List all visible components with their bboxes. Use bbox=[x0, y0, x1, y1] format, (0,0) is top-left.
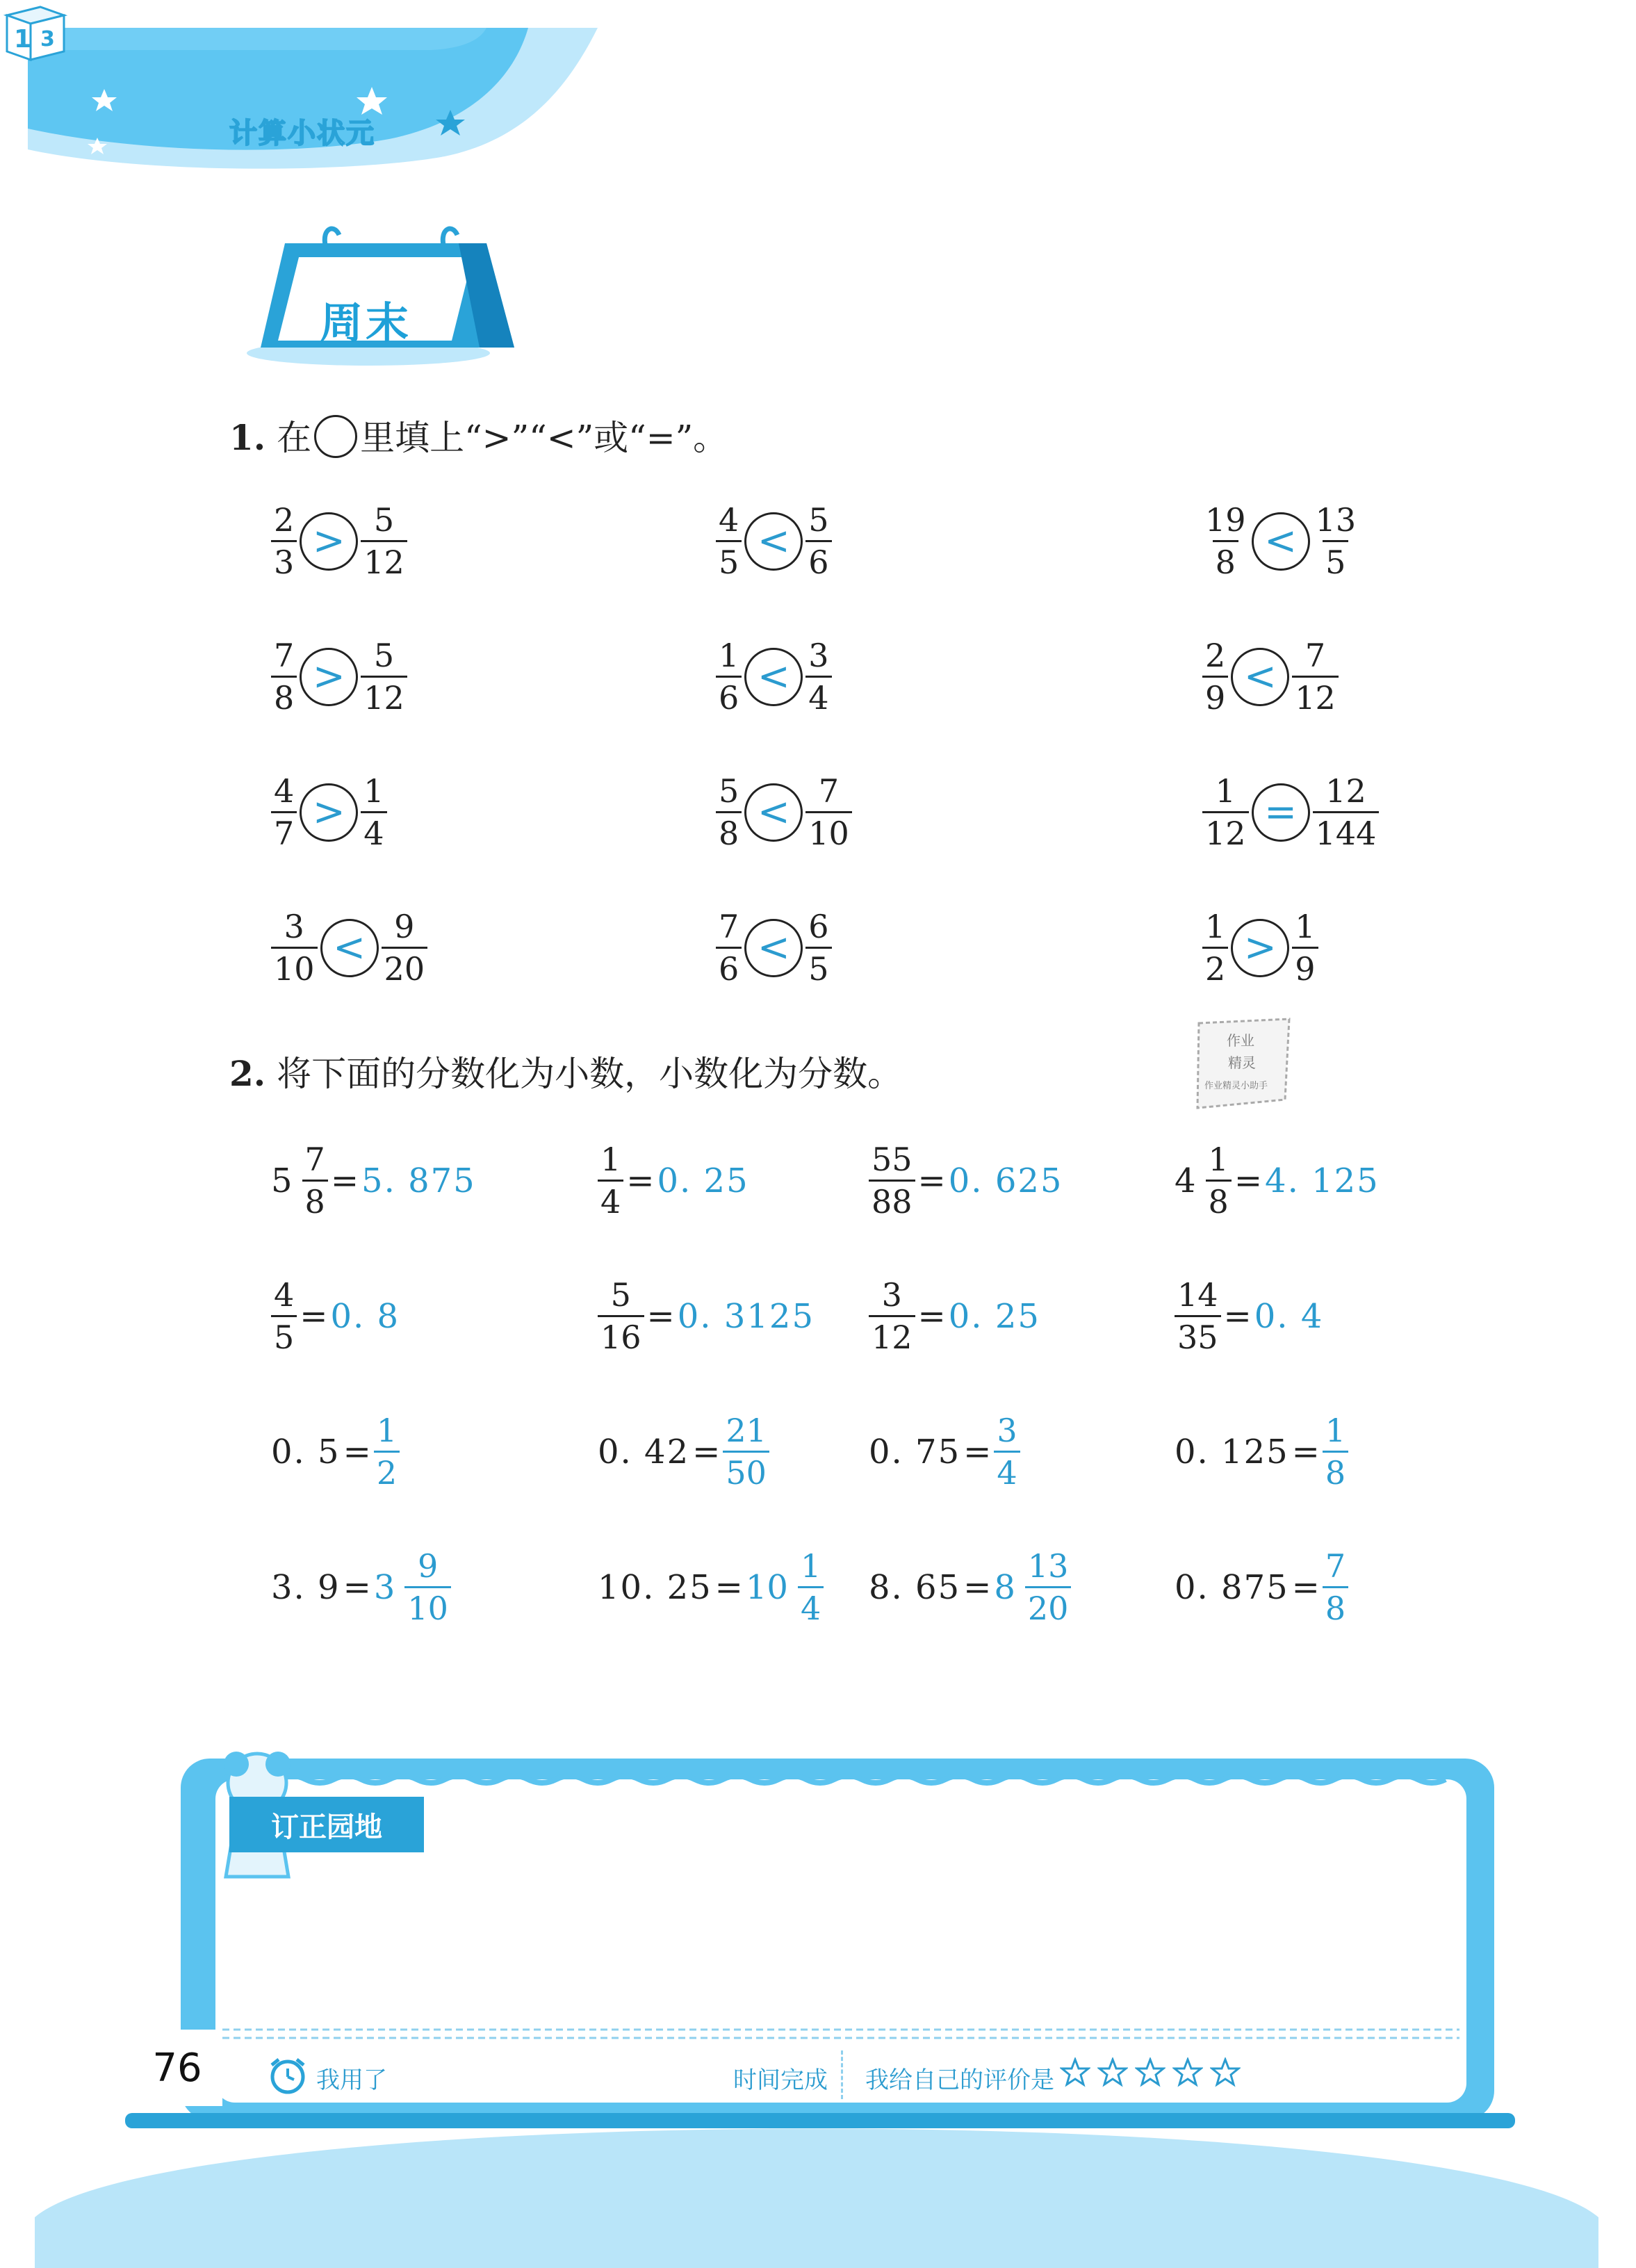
left-fraction bbox=[271, 637, 297, 717]
left-fraction bbox=[271, 772, 297, 852]
answer-decimal: 0. 3125 bbox=[677, 1296, 815, 1336]
denominator: 8 bbox=[716, 811, 742, 849]
denominator: 12 bbox=[361, 540, 407, 578]
numerator: 5 bbox=[610, 1276, 631, 1314]
fraction-to-decimal-item bbox=[271, 1141, 476, 1221]
numerator: 2 bbox=[1205, 637, 1226, 674]
equals-sign: = bbox=[917, 1161, 946, 1200]
right-fraction bbox=[361, 501, 407, 581]
answer-fraction bbox=[994, 1412, 1020, 1492]
brand-title: 计算小状元 bbox=[229, 117, 375, 149]
answer-circle[interactable]: > bbox=[1231, 919, 1289, 977]
equals-sign: = bbox=[626, 1161, 655, 1200]
denominator: 4 bbox=[361, 811, 386, 849]
whole-number: 4 bbox=[1175, 1161, 1196, 1200]
numerator: 7 bbox=[304, 1141, 325, 1178]
answer-circle[interactable]: < bbox=[744, 512, 803, 571]
denominator: 6 bbox=[716, 947, 742, 985]
comparison-item bbox=[1202, 908, 1318, 988]
denominator: 8 bbox=[302, 1180, 328, 1218]
numerator: 7 bbox=[719, 908, 739, 945]
question-1-text-after: 里填上“>”“<”或“=”。 bbox=[360, 418, 728, 458]
rating-stars bbox=[1060, 2057, 1241, 2088]
numerator: 1 bbox=[1208, 1141, 1229, 1178]
answer-circle[interactable]: > bbox=[300, 512, 358, 571]
numerator: 7 bbox=[1325, 1547, 1346, 1585]
comparison-item bbox=[271, 637, 407, 717]
numerator: 7 bbox=[818, 772, 840, 810]
answer-whole: 3 bbox=[373, 1567, 395, 1607]
answer-decimal: 0. 25 bbox=[948, 1296, 1040, 1336]
numerator: 21 bbox=[726, 1412, 767, 1449]
comparison-item bbox=[1202, 772, 1379, 852]
decimal-value: 3. 9 bbox=[271, 1567, 341, 1607]
left-fraction bbox=[1202, 772, 1249, 852]
denominator: 10 bbox=[805, 811, 852, 849]
comparison-item bbox=[271, 772, 387, 852]
question-2-text: 将下面的分数化为小数，小数化为分数。 bbox=[277, 1054, 903, 1094]
denominator: 8 bbox=[271, 676, 297, 714]
denominator: 10 bbox=[404, 1586, 451, 1624]
answer-decimal: 0. 25 bbox=[657, 1161, 749, 1200]
right-fraction bbox=[805, 501, 831, 581]
equals-sign: = bbox=[300, 1296, 328, 1336]
answer-fraction bbox=[723, 1412, 769, 1492]
star-icon[interactable] bbox=[1135, 2057, 1165, 2088]
equals-sign: = bbox=[343, 1432, 371, 1471]
fraction bbox=[1206, 1141, 1232, 1221]
correction-label: 订正园地 bbox=[229, 1797, 424, 1852]
alarm-clock-icon bbox=[268, 2055, 308, 2096]
numerator: 13 bbox=[1315, 501, 1357, 539]
fraction-to-decimal-item bbox=[271, 1276, 400, 1356]
answer-decimal: 0. 625 bbox=[948, 1161, 1063, 1200]
numerator: 1 bbox=[800, 1547, 821, 1585]
decimal-to-fraction-item bbox=[598, 1412, 769, 1492]
numerator: 5 bbox=[719, 772, 739, 810]
decimal-to-fraction-item bbox=[869, 1412, 1020, 1492]
banner-shape bbox=[0, 0, 1636, 181]
fraction bbox=[302, 1141, 328, 1221]
numerator: 4 bbox=[719, 501, 739, 539]
numerator: 1 bbox=[719, 637, 739, 674]
denominator: 6 bbox=[716, 676, 742, 714]
number-cube-icon bbox=[0, 0, 69, 63]
comparison-item bbox=[1202, 501, 1359, 581]
numerator: 2 bbox=[274, 501, 295, 539]
denominator: 3 bbox=[271, 540, 297, 578]
fraction bbox=[598, 1141, 623, 1221]
equals-sign: = bbox=[646, 1296, 675, 1336]
numerator: 3 bbox=[997, 1412, 1017, 1449]
denominator: 8 bbox=[1213, 540, 1238, 578]
denominator: 5 bbox=[805, 947, 831, 985]
equals-sign: = bbox=[343, 1567, 371, 1607]
decimal-value: 0. 75 bbox=[869, 1432, 961, 1471]
answer-circle[interactable]: > bbox=[300, 783, 358, 842]
left-fraction bbox=[1202, 908, 1228, 988]
equals-sign: = bbox=[963, 1432, 992, 1471]
comparison-item bbox=[1202, 637, 1339, 717]
numerator: 4 bbox=[274, 1276, 295, 1314]
right-fraction bbox=[1313, 772, 1380, 852]
equals-sign: = bbox=[963, 1567, 992, 1607]
denominator: 2 bbox=[1202, 947, 1228, 985]
denominator: 6 bbox=[805, 540, 831, 578]
left-fraction bbox=[1202, 637, 1228, 717]
answer-fraction bbox=[1025, 1547, 1072, 1627]
fraction bbox=[869, 1276, 915, 1356]
numerator: 5 bbox=[373, 501, 395, 539]
denominator: 50 bbox=[723, 1451, 769, 1489]
decimal-value: 10. 25 bbox=[598, 1567, 712, 1607]
answer-fraction bbox=[1323, 1547, 1348, 1627]
numerator: 5 bbox=[373, 637, 395, 674]
equals-sign: = bbox=[330, 1161, 359, 1200]
fraction-to-decimal-item bbox=[598, 1276, 815, 1356]
decimal-value: 0. 42 bbox=[598, 1432, 690, 1471]
decimal-to-fraction-item bbox=[598, 1547, 824, 1627]
answer-whole: 10 bbox=[745, 1567, 788, 1607]
equals-sign: = bbox=[1291, 1432, 1320, 1471]
numerator: 1 bbox=[1205, 908, 1226, 945]
denominator: 9 bbox=[1202, 676, 1228, 714]
denominator: 4 bbox=[598, 1180, 623, 1218]
denominator: 7 bbox=[271, 811, 297, 849]
decimal-to-fraction-item bbox=[1175, 1547, 1348, 1627]
left-fraction bbox=[716, 501, 742, 581]
answer-decimal: 0. 8 bbox=[330, 1296, 400, 1336]
numerator: 1 bbox=[1215, 772, 1236, 810]
numerator: 5 bbox=[808, 501, 829, 539]
answer-circle[interactable]: < bbox=[1252, 512, 1310, 571]
denominator: 8 bbox=[1206, 1180, 1232, 1218]
decimal-to-fraction-item bbox=[271, 1412, 400, 1492]
question-2-title bbox=[229, 1046, 902, 1096]
header-banner bbox=[0, 0, 1636, 181]
answer-circle[interactable]: > bbox=[300, 648, 358, 706]
whole-number: 5 bbox=[271, 1161, 293, 1200]
fraction-to-decimal-item bbox=[869, 1141, 1063, 1221]
equals-sign: = bbox=[917, 1296, 946, 1336]
denominator: 144 bbox=[1313, 811, 1380, 849]
numerator: 9 bbox=[417, 1547, 439, 1585]
left-fraction bbox=[271, 501, 297, 581]
decimal-value: 0. 875 bbox=[1175, 1567, 1289, 1607]
right-fraction bbox=[805, 637, 831, 717]
svg-text:作业: 作业 bbox=[1227, 1032, 1254, 1049]
numerator: 1 bbox=[363, 772, 384, 810]
comparison-item bbox=[271, 501, 407, 581]
numerator: 1 bbox=[1325, 1412, 1346, 1449]
decimal-to-fraction-item bbox=[1175, 1412, 1348, 1492]
section-label: 周末 bbox=[320, 297, 412, 348]
decimal-value: 8. 65 bbox=[869, 1567, 961, 1607]
denominator: 8 bbox=[1323, 1451, 1348, 1489]
circle-icon bbox=[314, 415, 357, 458]
equals-sign: = bbox=[1223, 1296, 1252, 1336]
answer-fraction bbox=[404, 1547, 451, 1627]
decimal-value: 0. 5 bbox=[271, 1432, 341, 1471]
left-fraction bbox=[716, 908, 742, 988]
svg-text:3: 3 bbox=[40, 27, 55, 51]
page-number: 76 bbox=[132, 2030, 222, 2106]
denominator: 12 bbox=[1202, 811, 1249, 849]
answer-circle[interactable]: = bbox=[1252, 783, 1310, 842]
fraction bbox=[271, 1276, 297, 1356]
numerator: 12 bbox=[1325, 772, 1366, 810]
numerator: 1 bbox=[376, 1412, 398, 1449]
numerator: 3 bbox=[808, 637, 829, 674]
star-icon[interactable] bbox=[1060, 2057, 1090, 2088]
answer-whole: 8 bbox=[994, 1567, 1015, 1607]
fraction-to-decimal-item bbox=[1175, 1141, 1380, 1221]
numerator: 55 bbox=[872, 1141, 913, 1178]
denominator: 20 bbox=[382, 947, 428, 985]
right-fraction bbox=[805, 772, 852, 852]
denominator: 4 bbox=[994, 1451, 1020, 1489]
fraction-to-decimal-item bbox=[1175, 1276, 1324, 1356]
comparison-item bbox=[271, 908, 427, 988]
numerator: 3 bbox=[284, 908, 304, 945]
star-icon[interactable] bbox=[1097, 2057, 1128, 2088]
answer-fraction bbox=[798, 1547, 824, 1627]
equals-sign: = bbox=[1234, 1161, 1263, 1200]
numerator: 6 bbox=[808, 908, 829, 945]
answer-fraction bbox=[1323, 1412, 1348, 1492]
footer-divider bbox=[841, 2050, 843, 2099]
denominator: 16 bbox=[598, 1315, 644, 1353]
left-fraction bbox=[271, 908, 318, 988]
star-icon[interactable] bbox=[1210, 2057, 1241, 2088]
star-icon[interactable] bbox=[1172, 2057, 1203, 2088]
denominator: 12 bbox=[361, 676, 407, 714]
right-fraction bbox=[361, 637, 407, 717]
equals-sign: = bbox=[692, 1432, 721, 1471]
numerator: 7 bbox=[1304, 637, 1326, 674]
denominator: 5 bbox=[716, 540, 742, 578]
numerator: 4 bbox=[274, 772, 295, 810]
decimal-to-fraction-item bbox=[869, 1547, 1071, 1627]
left-fraction bbox=[716, 637, 742, 717]
numerator: 1 bbox=[600, 1141, 621, 1178]
answer-decimal: 0. 4 bbox=[1254, 1296, 1324, 1336]
denominator: 4 bbox=[805, 676, 831, 714]
answer-decimal: 5. 875 bbox=[361, 1161, 476, 1200]
answer-circle[interactable]: < bbox=[744, 783, 803, 842]
svg-text:精灵: 精灵 bbox=[1228, 1054, 1256, 1071]
right-fraction bbox=[1313, 501, 1359, 581]
equals-sign: = bbox=[714, 1567, 743, 1607]
time-done-label: 时间完成 bbox=[733, 2066, 828, 2094]
denominator: 4 bbox=[798, 1586, 824, 1624]
denominator: 12 bbox=[869, 1315, 915, 1353]
svg-text:作业精灵小助手: 作业精灵小助手 bbox=[1204, 1081, 1268, 1091]
denominator: 5 bbox=[271, 1315, 297, 1353]
denominator: 20 bbox=[1025, 1586, 1072, 1624]
right-fraction bbox=[1292, 908, 1318, 988]
left-fraction bbox=[716, 772, 742, 852]
answer-fraction bbox=[374, 1412, 400, 1492]
denominator: 10 bbox=[271, 947, 318, 985]
denominator: 12 bbox=[1292, 676, 1339, 714]
fraction-to-decimal-item bbox=[598, 1141, 749, 1221]
numerator: 14 bbox=[1177, 1276, 1218, 1314]
question-1-number: 1. bbox=[229, 417, 266, 458]
right-fraction bbox=[1292, 637, 1339, 717]
fraction bbox=[1175, 1276, 1221, 1356]
used-label: 我用了 bbox=[316, 2066, 387, 2094]
denominator: 35 bbox=[1175, 1315, 1221, 1353]
svg-text:1: 1 bbox=[14, 25, 32, 54]
numerator: 1 bbox=[1295, 908, 1316, 945]
numerator: 3 bbox=[881, 1276, 902, 1314]
denominator: 2 bbox=[374, 1451, 400, 1489]
decimal-value: 0. 125 bbox=[1175, 1432, 1289, 1471]
comparison-item bbox=[716, 501, 832, 581]
comparison-item bbox=[716, 908, 832, 988]
answer-circle[interactable]: < bbox=[744, 919, 803, 977]
numerator: 19 bbox=[1205, 501, 1246, 539]
question-1-title bbox=[229, 410, 728, 460]
self-eval-label: 我给自己的评价是 bbox=[865, 2066, 1054, 2094]
question-2-number: 2. bbox=[229, 1053, 266, 1094]
answer-circle[interactable]: < bbox=[320, 919, 379, 977]
comparison-item bbox=[716, 637, 832, 717]
comparison-item bbox=[716, 772, 852, 852]
denominator: 9 bbox=[1292, 947, 1318, 985]
answer-circle[interactable]: < bbox=[1231, 648, 1289, 706]
denominator: 5 bbox=[1323, 540, 1348, 578]
right-fraction bbox=[361, 772, 386, 852]
answer-circle[interactable]: < bbox=[744, 648, 803, 706]
denominator: 88 bbox=[869, 1180, 915, 1218]
decimal-to-fraction-item bbox=[271, 1547, 451, 1627]
numerator: 13 bbox=[1027, 1547, 1069, 1585]
fraction-to-decimal-item bbox=[869, 1276, 1040, 1356]
left-fraction bbox=[1202, 501, 1249, 581]
right-fraction bbox=[805, 908, 831, 988]
equals-sign: = bbox=[1291, 1567, 1320, 1607]
right-fraction bbox=[382, 908, 428, 988]
question-1-text-before: 在 bbox=[277, 418, 312, 458]
fraction bbox=[869, 1141, 915, 1221]
denominator: 8 bbox=[1323, 1586, 1348, 1624]
answer-decimal: 4. 125 bbox=[1265, 1161, 1380, 1200]
fraction bbox=[598, 1276, 644, 1356]
numerator: 7 bbox=[274, 637, 295, 674]
numerator: 9 bbox=[394, 908, 415, 945]
stamp-icon bbox=[1192, 1016, 1296, 1113]
